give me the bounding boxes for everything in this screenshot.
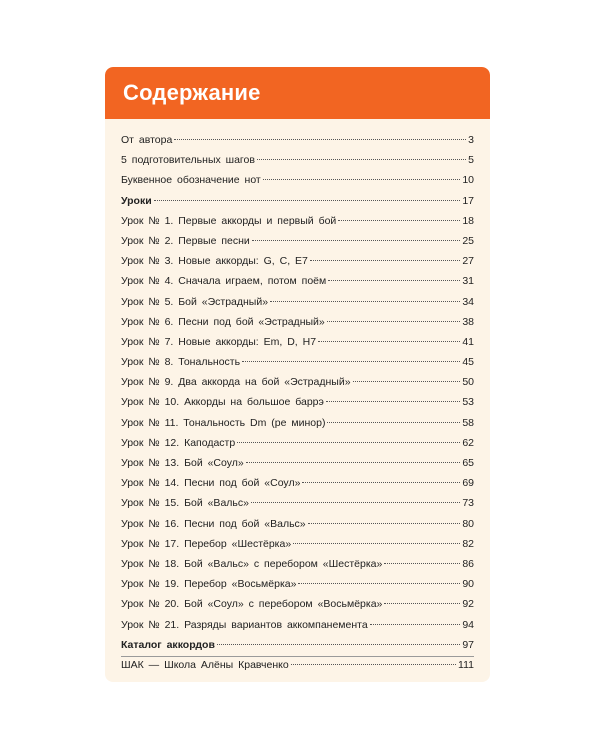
- toc-list: [105, 119, 490, 675]
- toc-entry-title: Урок № 12. Каподастр: [121, 436, 236, 449]
- dot-leader: [252, 240, 461, 241]
- dot-leader: [293, 543, 460, 544]
- toc-entry-page: 25: [462, 234, 474, 247]
- toc-entry-title: Урок № 9. Два аккорда на бой «Эстрадный»: [121, 376, 351, 389]
- toc-entry-title: Урок № 19. Перебор «Восьмёрка»: [121, 578, 297, 591]
- dot-leader: [217, 644, 460, 645]
- dot-leader: [174, 139, 466, 140]
- dot-leader: [263, 179, 461, 180]
- dot-leader: [154, 200, 461, 201]
- toc-entry-page: 90: [462, 578, 474, 591]
- toc-entry-page: 58: [462, 416, 474, 429]
- toc-entry[interactable]: [121, 312, 474, 332]
- dot-leader: [328, 280, 460, 281]
- dot-leader: [327, 422, 460, 423]
- toc-entry-page: 65: [462, 457, 474, 469]
- toc-entry-title: Урок № 5. Бой «Эстрадный»: [121, 295, 269, 308]
- toc-entry-page: 27: [462, 255, 474, 268]
- toc-entry[interactable]: [121, 433, 474, 453]
- toc-entry-page: 80: [462, 517, 474, 530]
- toc-entry[interactable]: [121, 170, 474, 190]
- dot-leader: [242, 361, 460, 362]
- dot-leader: [338, 220, 460, 221]
- toc-entry-page: 34: [462, 295, 474, 308]
- toc-entry[interactable]: [121, 251, 474, 271]
- dot-leader: [302, 482, 460, 483]
- toc-entry-page: 31: [462, 275, 474, 288]
- toc-entry-page: 50: [462, 376, 474, 389]
- toc-entry[interactable]: [121, 554, 474, 574]
- toc-entry-title: Урок № 4. Сначала играем, потом поём: [121, 275, 327, 288]
- dot-leader: [246, 462, 461, 463]
- toc-entry-title: Урок № 11. Тональность Dm (ре минор): [121, 416, 326, 429]
- toc-entry-page: 73: [462, 497, 474, 510]
- toc-entry[interactable]: [121, 615, 474, 635]
- dot-leader: [270, 301, 460, 302]
- toc-entry-title: От автора: [121, 134, 173, 146]
- toc-entry-page: 86: [462, 557, 474, 570]
- dot-leader: [326, 401, 460, 402]
- toc-entry-title: Урок № 16. Песни под бой «Вальс»: [121, 517, 306, 530]
- toc-entry-title: Урок № 14. Песни под бой «Соул»: [121, 477, 301, 490]
- page-title: Содержание: [123, 80, 261, 105]
- toc-entry-page: 41: [462, 335, 474, 348]
- dot-leader: [291, 664, 456, 665]
- toc-entry-title: Урок № 18. Бой «Вальс» с перебором «Шестёрка»: [121, 557, 383, 570]
- dot-leader: [237, 442, 460, 443]
- toc-entry-title: Урок № 17. Перебор «Шестёрка»: [121, 537, 292, 550]
- toc-entry-page: 92: [462, 598, 474, 611]
- toc-entry[interactable]: [121, 635, 474, 655]
- toc-entry-title: Уроки: [121, 194, 152, 207]
- toc-entry[interactable]: [121, 292, 474, 312]
- toc-entry-page: 94: [462, 618, 474, 631]
- toc-entry-page: 53: [462, 396, 474, 409]
- toc-entry-title: 5 подготовительных шагов: [121, 154, 255, 167]
- table-of-contents-card: [105, 67, 490, 682]
- toc-entry-title: Урок № 20. Бой «Соул» с перебором «Восьмёрка»: [121, 598, 383, 611]
- toc-entry-title: Урок № 10. Аккорды на большое баррэ: [121, 396, 324, 409]
- toc-entry[interactable]: [121, 514, 474, 534]
- toc-entry[interactable]: [121, 655, 474, 675]
- toc-entry[interactable]: [121, 352, 474, 372]
- toc-entry-title: Урок № 3. Новые аккорды: G, C, E7: [121, 255, 308, 268]
- dot-leader: [298, 583, 460, 584]
- toc-entry-page: 10: [462, 174, 474, 187]
- toc-entry-title: Каталог аккордов: [121, 638, 215, 651]
- toc-entry-page: 45: [462, 356, 474, 369]
- toc-entry-page: 18: [462, 214, 474, 227]
- dot-leader: [370, 624, 461, 625]
- toc-entry-title: Урок № 15. Бой «Вальс»: [121, 497, 249, 510]
- dot-leader: [318, 341, 460, 342]
- toc-entry[interactable]: [121, 574, 474, 594]
- toc-entry-page: 82: [462, 537, 474, 550]
- toc-entry[interactable]: [121, 191, 474, 211]
- toc-entry[interactable]: [121, 534, 474, 554]
- toc-entry[interactable]: [121, 231, 474, 251]
- toc-entry-title: Урок № 8. Тональность: [121, 356, 241, 369]
- dot-leader: [327, 321, 461, 322]
- dot-leader: [310, 260, 460, 261]
- toc-entry-title: ШАК — Школа Алёны Кравченко: [121, 658, 289, 671]
- toc-entry[interactable]: [121, 372, 474, 392]
- dot-leader: [308, 523, 461, 524]
- dot-leader: [353, 381, 461, 382]
- toc-entry[interactable]: [121, 332, 474, 352]
- dot-leader: [384, 563, 460, 564]
- dot-leader: [251, 502, 460, 503]
- toc-entry-page: 62: [462, 436, 474, 449]
- toc-entry[interactable]: [121, 271, 474, 291]
- dot-leader: [257, 159, 466, 160]
- toc-entry[interactable]: [121, 211, 474, 231]
- toc-entry-page: 69: [462, 477, 474, 490]
- toc-entry-page: 38: [462, 315, 474, 328]
- dot-leader: [384, 603, 460, 604]
- toc-entry-title: Урок № 2. Первые песни: [121, 234, 250, 247]
- toc-entry-page: 97: [462, 638, 474, 651]
- toc-entry[interactable]: [121, 594, 474, 614]
- toc-entry[interactable]: [121, 473, 474, 493]
- toc-entry-page: 5: [468, 154, 474, 167]
- toc-entry[interactable]: [121, 392, 474, 412]
- toc-header: [105, 67, 490, 119]
- toc-entry[interactable]: [121, 413, 474, 433]
- toc-entry-title: Урок № 13. Бой «Соул»: [121, 457, 244, 469]
- toc-entry[interactable]: [121, 130, 474, 150]
- toc-entry-title: Буквенное обозначение нот: [121, 174, 261, 187]
- toc-entry-page: 17: [462, 194, 474, 207]
- toc-entry-title: Урок № 6. Песни под бой «Эстрадный»: [121, 315, 325, 328]
- toc-entry[interactable]: [121, 150, 474, 170]
- toc-entry[interactable]: [121, 453, 474, 473]
- toc-entry-title: Урок № 21. Разряды вариантов аккомпанемента: [121, 618, 368, 631]
- toc-entry-page: 111: [458, 658, 474, 671]
- toc-entry-title: Урок № 1. Первые аккорды и первый бой: [121, 214, 337, 227]
- toc-entry[interactable]: [121, 493, 474, 513]
- toc-entry-page: 3: [468, 134, 474, 146]
- divider: [121, 656, 474, 657]
- toc-entry-title: Урок № 7. Новые аккорды: Em, D, H7: [121, 335, 317, 348]
